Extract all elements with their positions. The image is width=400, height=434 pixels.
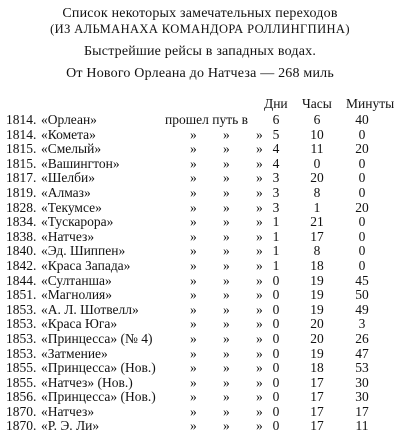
- row-ship-name: «Принцесса» (Нов.): [41, 360, 156, 376]
- row-ship-name: «Краса Юга»: [41, 316, 118, 332]
- table-row: [0, 113, 400, 128]
- row-year: 1815.: [6, 155, 37, 171]
- ditto-mark: »: [256, 287, 263, 303]
- ditto-mark: »: [223, 360, 230, 376]
- row-year: 1855.: [6, 360, 37, 376]
- ditto-mark: »: [256, 228, 263, 244]
- row-minutes: 0: [358, 184, 366, 200]
- row-phrase: прошел путь в: [165, 112, 249, 127]
- row-year: 1815.: [6, 141, 37, 157]
- row-days: 3: [272, 199, 280, 215]
- row-ship-name: «Затмение»: [41, 345, 108, 361]
- row-minutes: 45: [355, 272, 369, 288]
- ditto-mark: »: [190, 272, 197, 288]
- ditto-mark: »: [256, 389, 263, 405]
- ditto-mark: »: [223, 418, 230, 434]
- ditto-mark: »: [190, 155, 197, 171]
- row-ship-name: «А. Л. Шотвелл»: [41, 301, 139, 317]
- ditto-mark: »: [256, 316, 263, 332]
- ditto-mark: »: [190, 126, 197, 142]
- table-row: [0, 347, 400, 362]
- table-row: [0, 201, 400, 216]
- section-heading: Быстрейшие рейсы в западных водах.: [83, 44, 317, 59]
- ditto-mark: »: [223, 316, 230, 332]
- row-days: 0: [272, 316, 280, 332]
- ditto-mark: »: [190, 214, 197, 230]
- ditto-mark: »: [256, 418, 263, 434]
- row-days: 5: [272, 126, 280, 142]
- table-row: [0, 157, 400, 172]
- row-year: 1819.: [6, 184, 37, 200]
- row-minutes: 40: [355, 112, 369, 127]
- ditto-mark: »: [223, 330, 230, 346]
- row-ship-name: «Шелби»: [41, 170, 95, 186]
- row-year: 1870.: [6, 403, 37, 419]
- table-row: [0, 419, 400, 434]
- row-hours: 20: [310, 330, 324, 346]
- row-minutes: 17: [355, 403, 369, 419]
- row-minutes: 26: [355, 330, 369, 346]
- ditto-mark: »: [190, 301, 197, 317]
- row-year: 1853.: [6, 301, 37, 317]
- ditto-mark: »: [223, 287, 230, 303]
- row-days: 6: [272, 112, 280, 127]
- row-days: 3: [272, 170, 280, 186]
- row-hours: 19: [310, 287, 324, 303]
- ditto-mark: »: [256, 345, 263, 361]
- ditto-mark: »: [223, 155, 230, 171]
- table-row: [0, 288, 400, 303]
- row-year: 1853.: [6, 330, 37, 346]
- ditto-mark: »: [256, 199, 263, 215]
- table-row: [0, 230, 400, 245]
- row-year: 1853.: [6, 345, 37, 361]
- row-ship-name: «Натчез» (Нов.): [41, 374, 133, 390]
- row-hours: 18: [310, 257, 324, 273]
- row-hours: 19: [310, 301, 324, 317]
- row-minutes: 3: [358, 316, 366, 332]
- row-minutes: 0: [358, 155, 366, 171]
- table-row: [0, 303, 400, 318]
- voyages-table: [0, 113, 400, 434]
- ditto-mark: »: [256, 243, 263, 259]
- row-hours: 17: [310, 389, 324, 405]
- row-ship-name: «Султанша»: [41, 272, 112, 288]
- row-days: 1: [272, 228, 280, 244]
- row-days: 1: [272, 257, 280, 273]
- table-row: [0, 215, 400, 230]
- ditto-mark: »: [223, 345, 230, 361]
- row-minutes: 20: [355, 199, 369, 215]
- ditto-mark: »: [190, 316, 197, 332]
- row-hours: 21: [310, 214, 324, 230]
- row-days: 1: [272, 214, 280, 230]
- row-year: 1834.: [6, 214, 37, 230]
- ditto-mark: »: [256, 360, 263, 376]
- row-year: 1814.: [6, 112, 37, 127]
- table-row: [0, 376, 400, 391]
- row-hours: 20: [310, 170, 324, 186]
- row-days: 4: [272, 141, 280, 157]
- ditto-mark: »: [256, 141, 263, 157]
- row-ship-name: «Текумсе»: [41, 199, 102, 215]
- row-ship-name: «Тускарора»: [41, 214, 114, 230]
- row-days: 4: [272, 155, 280, 171]
- table-row: [0, 142, 400, 157]
- row-minutes: 0: [358, 243, 366, 259]
- ditto-mark: »: [256, 214, 263, 230]
- ditto-mark: »: [256, 184, 263, 200]
- ditto-mark: »: [223, 301, 230, 317]
- row-hours: 17: [310, 374, 324, 390]
- table-row: [0, 405, 400, 420]
- row-days: 0: [272, 330, 280, 346]
- row-hours: 0: [313, 155, 321, 171]
- row-year: 1844.: [6, 272, 37, 288]
- ditto-mark: »: [190, 345, 197, 361]
- page-subtitle-source: (ИЗ АЛЬМАНАХА КОМАНДОРА РОЛЛИНГПИНА): [50, 22, 350, 36]
- ditto-mark: »: [256, 403, 263, 419]
- ditto-mark: »: [223, 272, 230, 288]
- table-row: [0, 171, 400, 186]
- ditto-mark: »: [223, 243, 230, 259]
- row-minutes: 47: [355, 345, 369, 361]
- ditto-mark: »: [190, 257, 197, 273]
- ditto-mark: »: [256, 272, 263, 288]
- row-hours: 17: [310, 403, 324, 419]
- row-minutes: 0: [358, 257, 366, 273]
- row-year: 1842.: [6, 257, 37, 273]
- row-ship-name: «Р. Э. Ли»: [41, 418, 100, 434]
- row-ship-name: «Орлеан»: [41, 112, 97, 127]
- row-ship-name: «Алмаз»: [41, 184, 91, 200]
- row-days: 0: [272, 287, 280, 303]
- row-hours: 18: [310, 360, 324, 376]
- row-ship-name: «Натчез»: [41, 228, 95, 244]
- ditto-mark: »: [256, 257, 263, 273]
- row-ship-name: «Смелый»: [41, 141, 102, 157]
- ditto-mark: »: [190, 418, 197, 434]
- table-row: [0, 390, 400, 405]
- ditto-mark: »: [190, 199, 197, 215]
- row-year: 1828.: [6, 199, 37, 215]
- ditto-mark: »: [256, 155, 263, 171]
- table-row: [0, 274, 400, 289]
- row-hours: 19: [310, 345, 324, 361]
- row-minutes: 0: [358, 214, 366, 230]
- row-hours: 8: [313, 243, 321, 259]
- row-hours: 6: [313, 112, 321, 127]
- ditto-mark: »: [256, 330, 263, 346]
- ditto-mark: »: [190, 360, 197, 376]
- row-ship-name: «Принцесса» (Нов.): [41, 389, 156, 405]
- ditto-mark: »: [256, 170, 263, 186]
- row-hours: 17: [310, 228, 324, 244]
- table-row: [0, 317, 400, 332]
- column-header-hours: Часы: [302, 96, 332, 111]
- row-year: 1851.: [6, 287, 37, 303]
- row-hours: 8: [313, 184, 321, 200]
- row-minutes: 0: [358, 228, 366, 244]
- row-ship-name: «Комета»: [41, 126, 96, 142]
- row-hours: 17: [310, 418, 324, 434]
- row-ship-name: «Натчез»: [41, 403, 95, 419]
- row-hours: 1: [313, 199, 321, 215]
- column-header-minutes: Минуты: [346, 96, 395, 111]
- row-ship-name: «Краса Запада»: [41, 257, 131, 273]
- row-days: 0: [272, 389, 280, 405]
- ditto-mark: »: [190, 403, 197, 419]
- row-days: 0: [272, 403, 280, 419]
- ditto-mark: »: [256, 301, 263, 317]
- ditto-mark: »: [223, 170, 230, 186]
- table-row: [0, 244, 400, 259]
- ditto-mark: »: [256, 374, 263, 390]
- ditto-mark: »: [256, 126, 263, 142]
- row-hours: 19: [310, 272, 324, 288]
- ditto-mark: »: [190, 330, 197, 346]
- row-minutes: 0: [358, 170, 366, 186]
- page-title: Список некоторых замечательных переходов: [62, 6, 338, 21]
- row-minutes: 20: [355, 141, 369, 157]
- row-year: 1855.: [6, 374, 37, 390]
- row-minutes: 50: [355, 287, 369, 303]
- row-minutes: 0: [358, 126, 366, 142]
- row-minutes: 49: [355, 301, 369, 317]
- row-hours: 11: [310, 141, 324, 157]
- row-year: 1853.: [6, 316, 37, 332]
- ditto-mark: »: [190, 170, 197, 186]
- row-minutes: 11: [355, 418, 369, 434]
- ditto-mark: »: [190, 243, 197, 259]
- ditto-mark: »: [223, 374, 230, 390]
- ditto-mark: »: [223, 389, 230, 405]
- row-year: 1814.: [6, 126, 37, 142]
- ditto-mark: »: [190, 141, 197, 157]
- ditto-mark: »: [223, 214, 230, 230]
- row-minutes: 30: [355, 389, 369, 405]
- table-row: [0, 361, 400, 376]
- table-row: [0, 128, 400, 143]
- row-ship-name: «Вашингтон»: [41, 155, 120, 171]
- ditto-mark: »: [223, 199, 230, 215]
- row-year: 1856.: [6, 389, 37, 405]
- row-year: 1840.: [6, 243, 37, 259]
- table-row: [0, 259, 400, 274]
- column-header-days: Дни: [264, 96, 288, 111]
- table-row: [0, 332, 400, 347]
- ditto-mark: »: [190, 374, 197, 390]
- ditto-mark: »: [223, 228, 230, 244]
- row-hours: 10: [310, 126, 324, 142]
- row-year: 1817.: [6, 170, 37, 186]
- ditto-mark: »: [190, 228, 197, 244]
- row-days: 0: [272, 345, 280, 361]
- ditto-mark: »: [190, 389, 197, 405]
- row-days: 3: [272, 184, 280, 200]
- ditto-mark: »: [223, 403, 230, 419]
- ditto-mark: »: [223, 257, 230, 273]
- ditto-mark: »: [223, 184, 230, 200]
- row-minutes: 53: [355, 360, 369, 376]
- row-days: 0: [272, 418, 280, 434]
- row-minutes: 30: [355, 374, 369, 390]
- ditto-mark: »: [190, 184, 197, 200]
- ditto-mark: »: [223, 126, 230, 142]
- table-row: [0, 186, 400, 201]
- row-ship-name: «Принцесса» (№ 4): [41, 330, 153, 346]
- row-days: 0: [272, 272, 280, 288]
- route-heading: От Нового Орлеана до Натчеза — 268 миль: [66, 66, 334, 81]
- row-ship-name: «Магнолия»: [41, 287, 113, 303]
- row-year: 1838.: [6, 228, 37, 244]
- row-days: 1: [272, 243, 280, 259]
- row-year: 1870.: [6, 418, 37, 434]
- row-days: 0: [272, 301, 280, 317]
- row-days: 0: [272, 374, 280, 390]
- ditto-mark: »: [190, 287, 197, 303]
- row-ship-name: «Эд. Шиппен»: [41, 243, 126, 259]
- row-hours: 20: [310, 316, 324, 332]
- row-days: 0: [272, 360, 280, 376]
- ditto-mark: »: [223, 141, 230, 157]
